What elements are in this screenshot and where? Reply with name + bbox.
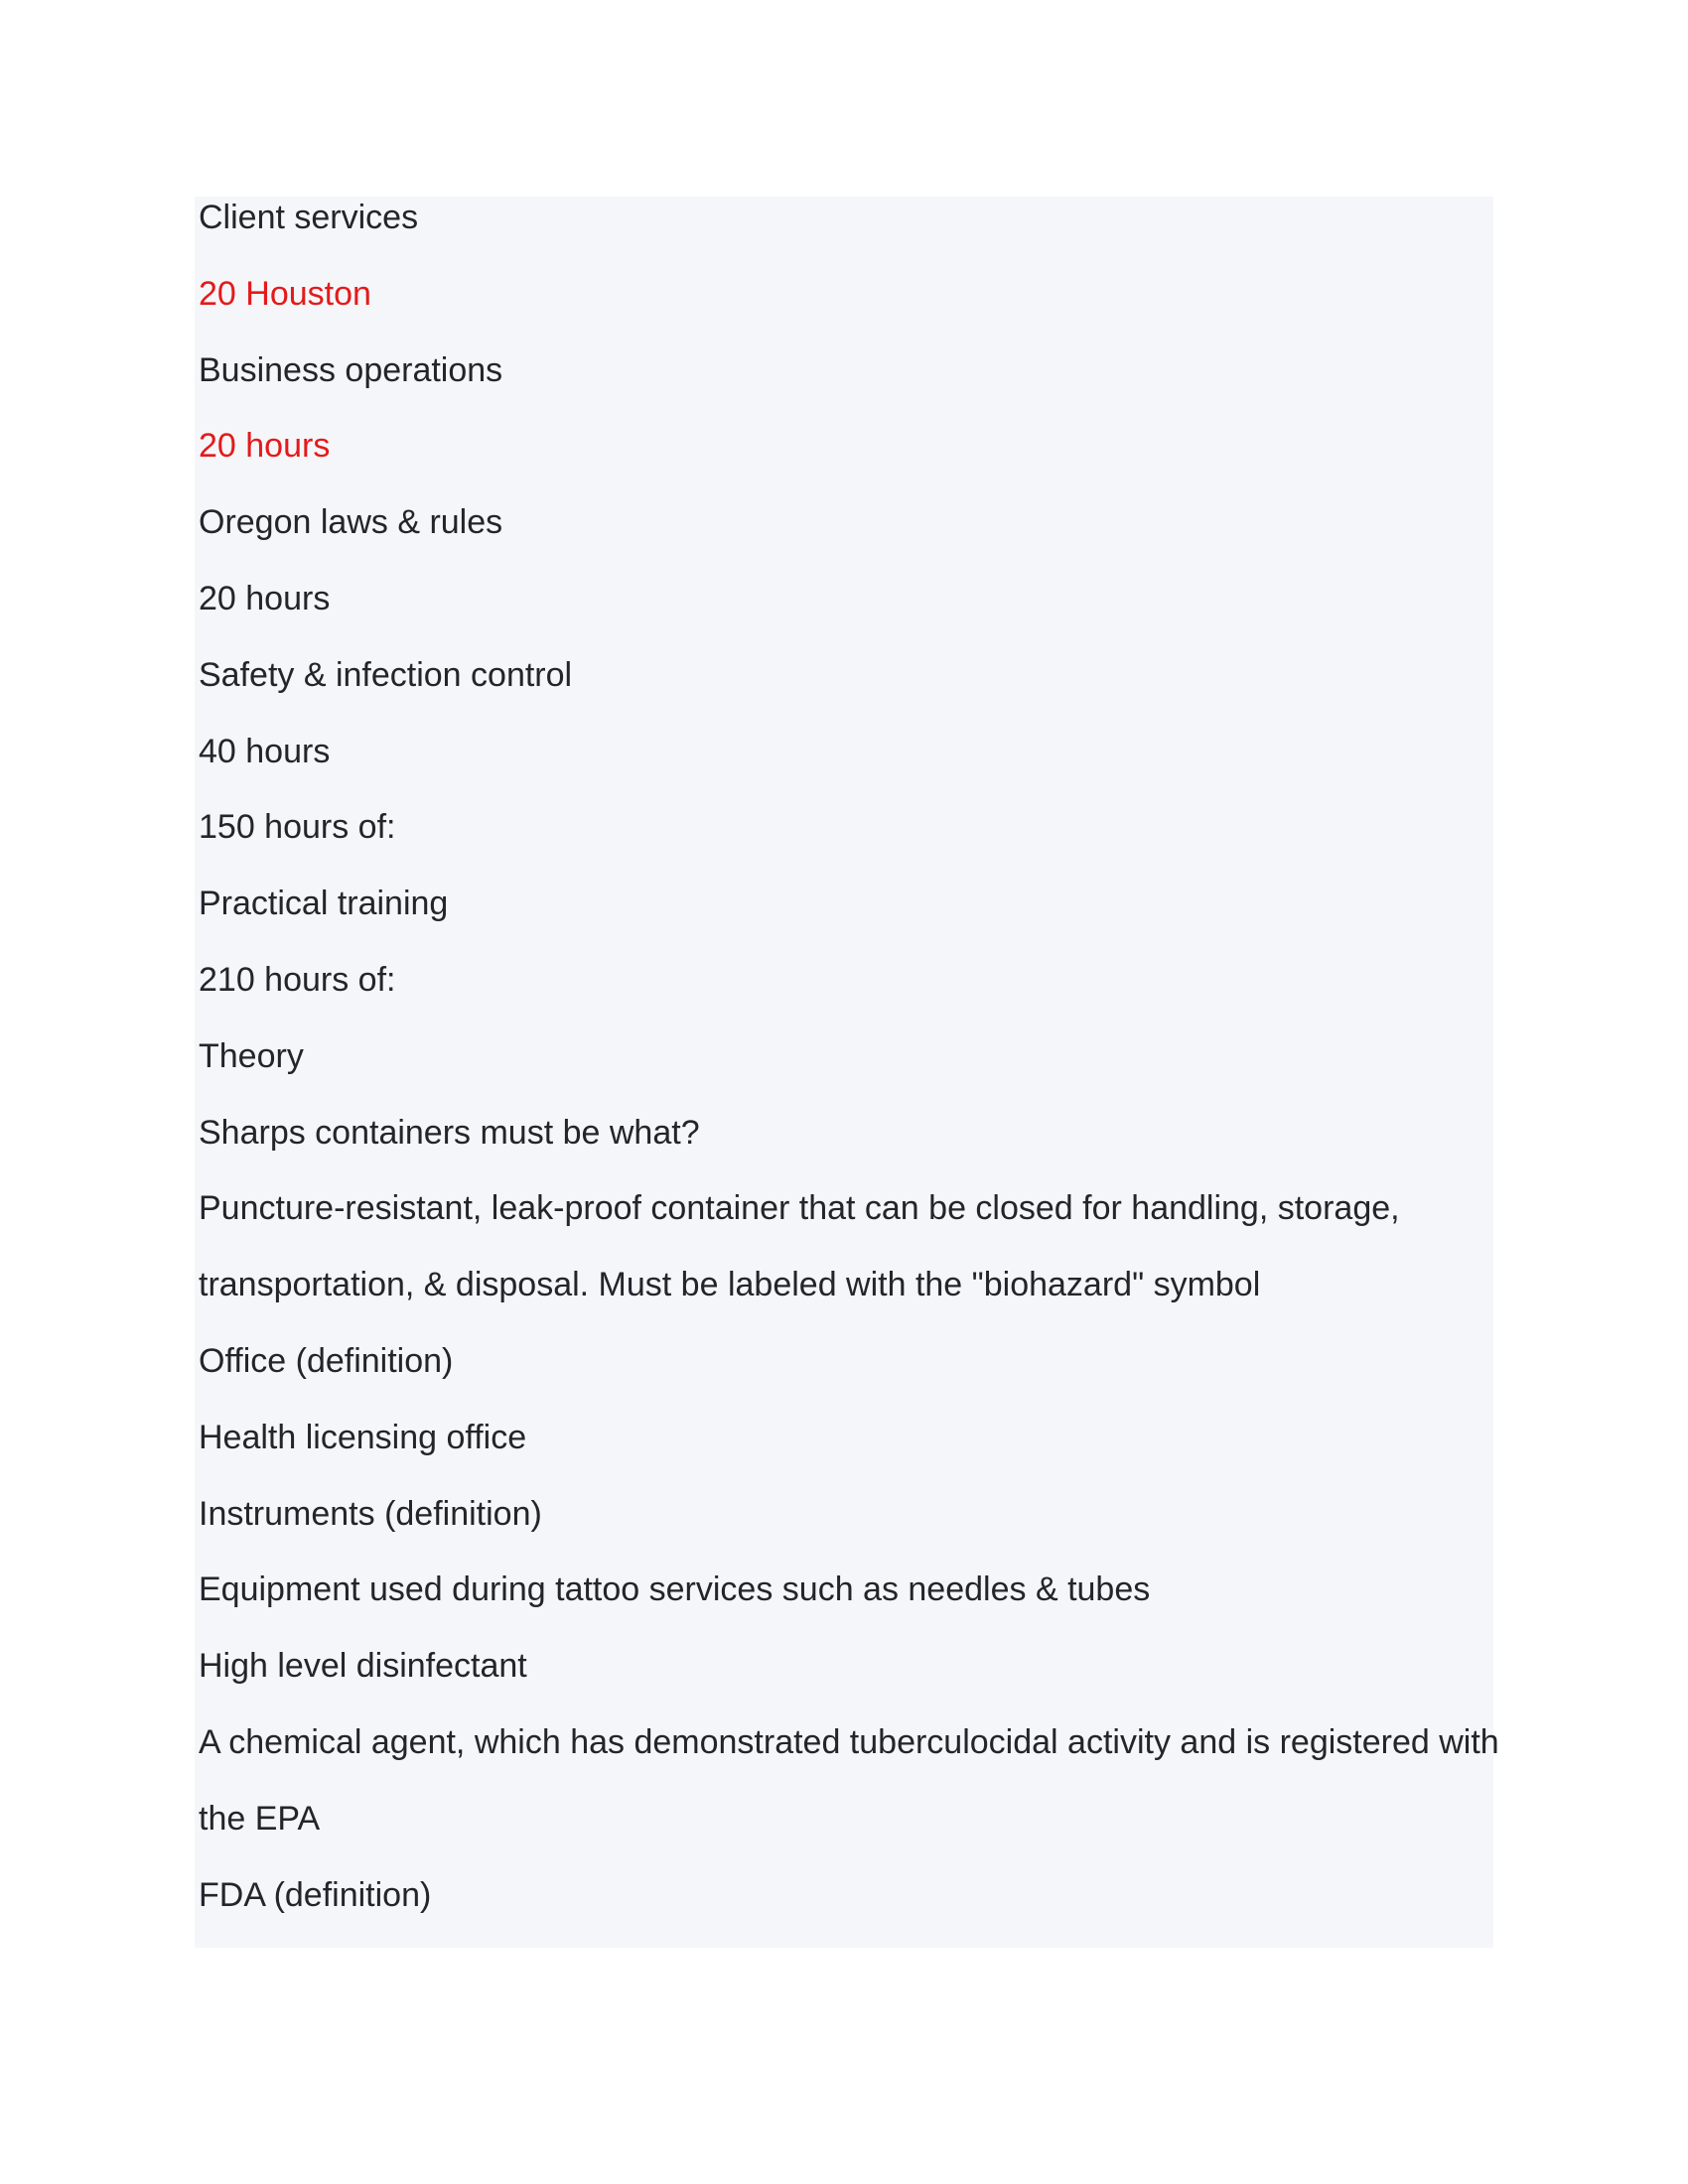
text-line: the EPA	[199, 1799, 321, 1838]
text-line: 20 hours	[199, 579, 331, 617]
text-line: Oregon laws & rules	[199, 503, 503, 542]
text-line: High level disinfectant	[199, 1647, 527, 1686]
text-line: A chemical agent, which has demonstrated tuberculocidal activity and is registered with	[199, 1722, 1499, 1761]
text-line: Office (definition)	[199, 1341, 454, 1380]
text-line: 20 Houston	[199, 274, 371, 313]
text-line: Sharps containers must be what?	[199, 1113, 700, 1152]
text-line: 210 hours of:	[199, 960, 396, 999]
text-line: Equipment used during tattoo services such as needles & tubes	[199, 1570, 1151, 1609]
text-line: Health licensing office	[199, 1418, 527, 1456]
text-lines	[199, 192, 1499, 1945]
text-line: Instruments (definition)	[199, 1494, 542, 1533]
text-line: 150 hours of:	[199, 808, 396, 847]
text-line: transportation, & disposal. Must be labeled with the "biohazard" symbol	[199, 1266, 1261, 1304]
text-line: 20 hours	[199, 427, 331, 466]
text-line: Business operations	[199, 350, 503, 389]
text-line: FDA (definition)	[199, 1875, 432, 1914]
text-line: Puncture-resistant, leak-proof container that can be closed for handling, storage,	[199, 1189, 1400, 1228]
text-line: Theory	[199, 1036, 304, 1075]
text-line: Client services	[199, 199, 419, 236]
text-line: 40 hours	[199, 732, 331, 770]
text-line: Practical training	[199, 885, 449, 923]
text-line: Safety & infection control	[199, 655, 573, 694]
